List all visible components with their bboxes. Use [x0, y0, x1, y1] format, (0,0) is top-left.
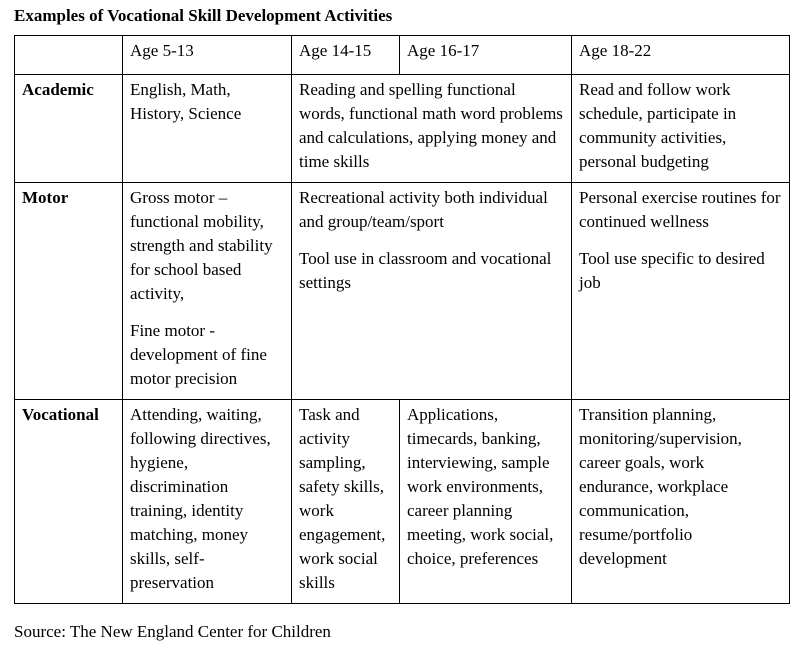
row-label-motor: Motor	[15, 183, 123, 400]
cell-paragraph: Reading and spelling functional words, functional math word problems and calculations, applying money and time skills	[299, 80, 563, 171]
row-label-vocational: Vocational	[15, 400, 123, 604]
cell-paragraph: Read and follow work schedule, participate in community activities, personal budgeting	[579, 80, 737, 171]
cell-vocational-age-16-17	[400, 400, 572, 604]
skills-table	[14, 35, 790, 604]
source-note: Source: The New England Center for Children	[14, 622, 331, 641]
table-row	[15, 75, 790, 183]
cell-vocational-age-5-13	[123, 400, 292, 604]
cell-paragraph: Tool use in classroom and vocational settings	[299, 249, 552, 292]
cell-vocational-age-18-22	[572, 400, 790, 604]
cell-paragraph: Task and activity sampling, safety skills, work engagement, work social skills	[299, 405, 386, 592]
table-row	[15, 183, 790, 400]
cell-motor-age-5-13	[123, 183, 292, 400]
cell-paragraph: Attending, waiting, following directives, hygiene, discrimination training, identity matching, money skills, self-preservation	[130, 405, 271, 592]
cell-paragraph: Fine motor - development of fine motor precision	[130, 321, 267, 388]
header-corner	[15, 36, 123, 75]
cell-paragraph: Recreational activity both individual and group/team/sport	[299, 188, 548, 231]
header-row	[15, 36, 790, 75]
cell-motor-age-14-17	[292, 183, 572, 400]
cell-academic-age-5-13	[123, 75, 292, 183]
cell-motor-age-18-22	[572, 183, 790, 400]
cell-academic-age-14-17	[292, 75, 572, 183]
cell-paragraph: Transition planning, monitoring/supervision, career goals, work endurance, workplace communication, resume/portfolio development	[579, 405, 742, 568]
row-label-academic: Academic	[15, 75, 123, 183]
cell-paragraph: English, Math, History, Science	[130, 80, 242, 123]
cell-paragraph: Personal exercise routines for continued wellness	[579, 188, 781, 231]
header-age-16-17: Age 16-17	[400, 36, 572, 75]
table-row	[15, 400, 790, 604]
cell-paragraph: Gross motor – functional mobility, strength and stability for school based activity,	[130, 188, 273, 303]
cell-paragraph: Tool use specific to desired job	[579, 249, 765, 292]
header-age-14-15: Age 14-15	[292, 36, 400, 75]
header-age-18-22: Age 18-22	[572, 36, 790, 75]
cell-vocational-age-14-15	[292, 400, 400, 604]
cell-academic-age-18-22	[572, 75, 790, 183]
cell-paragraph: Applications, timecards, banking, interviewing, sample work environments, career planning meeting, work social, choice, preferences	[407, 405, 554, 568]
table-title: Examples of Vocational Skill Development Activities	[14, 6, 393, 25]
header-age-5-13: Age 5-13	[123, 36, 292, 75]
